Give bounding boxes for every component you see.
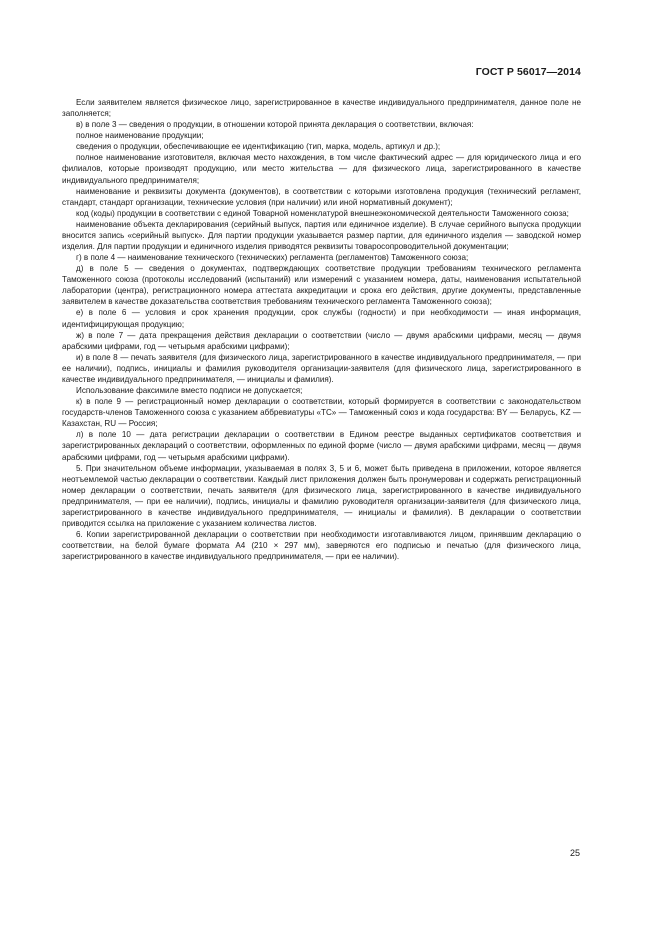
- paragraph: и) в поле 8 — печать заявителя (для физического лица, зарегистрированного в качестве индивидуального предпринимателя, — при ее наличии), подпись, инициалы и фамилия руководителя организации-заявителя (для физического лица, зарегистрированного в качестве индивидуального предпринимателя, — инициалы и фамилия).: [62, 352, 581, 384]
- paragraph: д) в поле 5 — сведения о документах, подтверждающих соответствие продукции требованиям технического регламента Таможенного союза (протоколы исследований (испытаний) или измерений с указанием номера, даты, наименования испытательной лаборатории (центра), регистрационного номера аттестата аккредитации и срока его действия, другие документы, представленные заявителем в качестве доказательства соответствия требованиям технического регламента Таможенного союза);: [62, 264, 581, 307]
- paragraph: л) в поле 10 — дата регистрации декларации о соответствии в Едином реестре выданных сертификатов соответствия и зарегистрированных деклараций о соответствии, оформленных по единой форме (число — двумя арабскими цифрами, месяц — двумя арабскими цифрами, год — четырьмя арабскими цифрами).: [62, 430, 581, 462]
- paragraph: е) в поле 6 — условия и срок хранения продукции, срок службы (годности) и при необходимости — иная информация, идентифицирующая продукцию;: [62, 308, 581, 329]
- paragraph: 5. При значительном объеме информации, указываемая в полях 3, 5 и 6, может быть приведена в приложении, которое является неотъемлемой частью декларации о соответствии. Каждый лист приложения должен быть пронумерован и содержать регистрационный номер декларации о соответствии, печать заявителя (для физического лица, зарегистрированного в качестве индивидуального предпринимателя, — при ее наличии), подпись, инициалы и фамилию руководителя организации-заявителя (для физического лица, зарегистрированного в качестве индивидуального предпринимателя, — инициалы и фамилия). В декларации о соответствии приводится ссылка на приложение с указанием количества листов.: [62, 463, 581, 528]
- document-header: ГОСТ Р 56017—2014: [475, 66, 581, 78]
- paragraph: г) в поле 4 — наименование технического (технических) регламента (регламентов) Таможенного союза;: [76, 253, 469, 263]
- paragraph: полное наименование продукции;: [76, 131, 204, 141]
- paragraph: Если заявителем является физическое лицо, зарегистрированное в качестве индивидуального предпринимателя, данное поле не заполняется;: [62, 98, 581, 119]
- page-number: 25: [569, 848, 580, 858]
- paragraph: в) в поле 3 — сведения о продукции, в отношении которой принята декларация о соответствии, включая:: [76, 120, 474, 130]
- document-body: [62, 97, 581, 562]
- paragraph: ж) в поле 7 — дата прекращения действия декларации о соответствии (число — двумя арабскими цифрами, месяц — двумя арабскими цифрами, год — четырьмя арабскими цифрами);: [62, 330, 581, 351]
- paragraph: 6. Копии зарегистрированной декларации о соответствии при необходимости изготавливаются лицом, принявшим декларацию о соответствии, на белой бумаге формата А4 (210 × 297 мм), заверяются его подписью и печатью (для физического лица, зарегистрированного в качестве индивидуального предпринимателя, — при ее наличии).: [62, 530, 581, 562]
- paragraph: полное наименование изготовителя, включая место нахождения, в том числе фактический адрес — для юридического лица и его филиалов, которые производят продукцию, или место жительства — для физического лица, зарегистрированного в качестве индивидуального предпринимателя;: [62, 153, 581, 185]
- paragraph: к) в поле 9 — регистрационный номер декларации о соответствии, который формируется в соответствии с законодательством государств-членов Таможенного союза с указанием аббревиатуры «ТС» — Таможенный союз и кода государства: BY — Беларусь, KZ — Казахстан, RU — Россия;: [62, 397, 581, 429]
- paragraph: код (коды) продукции в соответствии с единой Товарной номенклатурой внешнеэкономической деятельности Таможенного союза;: [76, 208, 569, 218]
- paragraph: сведения о продукции, обеспечивающие ее идентификацию (тип, марка, модель, артикул и др.);: [76, 142, 441, 152]
- paragraph: наименование и реквизиты документа (документов), в соответствии с которыми изготовлена продукция (технический регламент, стандарт, стандарт организации, технические условия (при наличии) или иной нормативный документ);: [62, 186, 581, 207]
- paragraph: Использование факсимиле вместо подписи не допускается;: [76, 386, 303, 396]
- paragraph: наименование объекта декларирования (серийный выпуск, партия или единичное изделие). В случае серийного выпуска продукции вносится запись «серийный выпуск». Для партии продукции указывается размер партии, для единичного изделия — заводской номер изделия. Для партии продукции и единичного изделия приводятся реквизиты товаросопроводительной документации;: [62, 219, 581, 252]
